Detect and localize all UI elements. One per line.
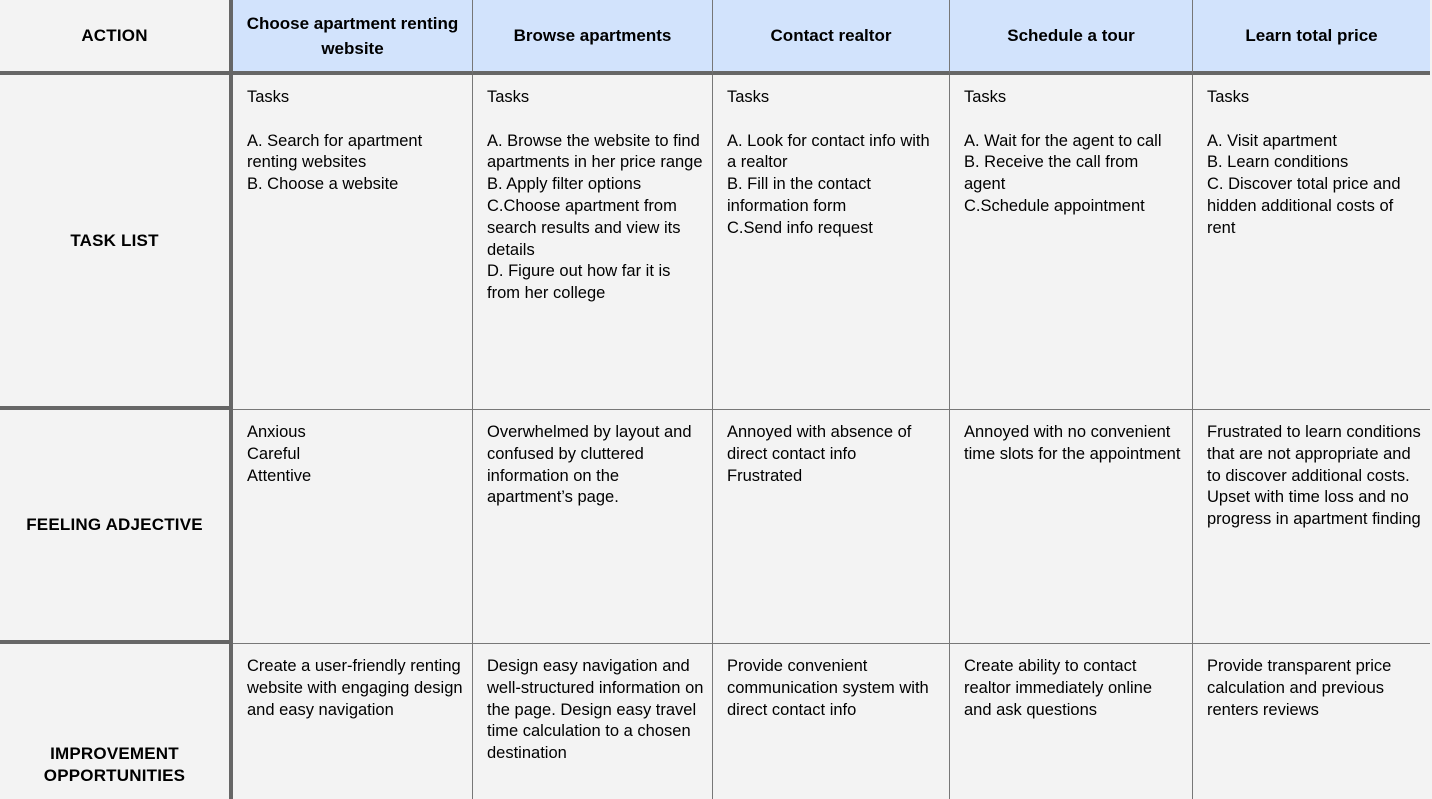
feeling-cell-5: Frustrated to learn conditions that are not appropriate and to discover additional costs. Upset with time loss and no progress in apartment finding <box>1193 410 1430 644</box>
stage-header-4: Schedule a tour <box>950 0 1193 75</box>
stage-header-2: Browse apartments <box>473 0 713 75</box>
task-cell-2 <box>473 75 713 410</box>
task-cell-5 <box>1193 75 1430 410</box>
stage-header-3: Contact realtor <box>713 0 950 75</box>
task-text: A. Visit apartment B. Learn conditions C. Discover total price and hidden additional costs of rent <box>1207 131 1401 237</box>
tasks-label: Tasks <box>487 88 530 106</box>
tasks-label: Tasks <box>247 88 290 106</box>
task-text: A. Wait for the agent to call B. Receive the call from agent C.Schedule appointment <box>964 131 1162 215</box>
tasks-label: Tasks <box>1207 88 1250 106</box>
task-cell-3 <box>713 75 950 410</box>
task-cell-1 <box>233 75 473 410</box>
improvement-cell-3: Provide convenient communication system with direct contact info <box>713 644 950 799</box>
tasks-label: Tasks <box>964 88 1007 106</box>
feeling-cell-4: Annoyed with no convenient time slots for the appointment <box>950 410 1193 644</box>
feeling-cell-1: Anxious Careful Attentive <box>233 410 473 644</box>
improvement-cell-1: Create a user-friendly renting website with engaging design and easy navigation <box>233 644 473 799</box>
row-header-improvement: IMPROVEMENT OPPORTUNITIES <box>0 644 233 799</box>
row-header-feeling: FEELING ADJECTIVE <box>0 410 233 644</box>
task-cell-4 <box>950 75 1193 410</box>
row-header-task-list: TASK LIST <box>0 75 233 410</box>
improvement-cell-4: Create ability to contact realtor immediately online and ask questions <box>950 644 1193 799</box>
tasks-label: Tasks <box>727 88 770 106</box>
feeling-cell-3: Annoyed with absence of direct contact info Frustrated <box>713 410 950 644</box>
improvement-cell-2: Design easy navigation and well-structured information on the page. Design easy travel time calculation to a chosen destination <box>473 644 713 799</box>
task-text: A. Browse the website to find apartments in her price range B. Apply filter options C.Choose apartment from search results and view its details D. Figure out how far it is from her college <box>487 131 703 303</box>
task-text: A. Search for apartment renting websites B. Choose a website <box>247 131 423 194</box>
improvement-cell-5: Provide transparent price calculation and previous renters reviews <box>1193 644 1430 799</box>
row-header-action: ACTION <box>0 0 233 75</box>
task-text: A. Look for contact info with a realtor B. Fill in the contact information form C.Send info request <box>727 131 930 237</box>
feeling-cell-2: Overwhelmed by layout and confused by cluttered information on the apartment’s page. <box>473 410 713 644</box>
stage-header-5: Learn total price <box>1193 0 1430 75</box>
stage-header-1: Choose apartment renting website <box>233 0 473 75</box>
